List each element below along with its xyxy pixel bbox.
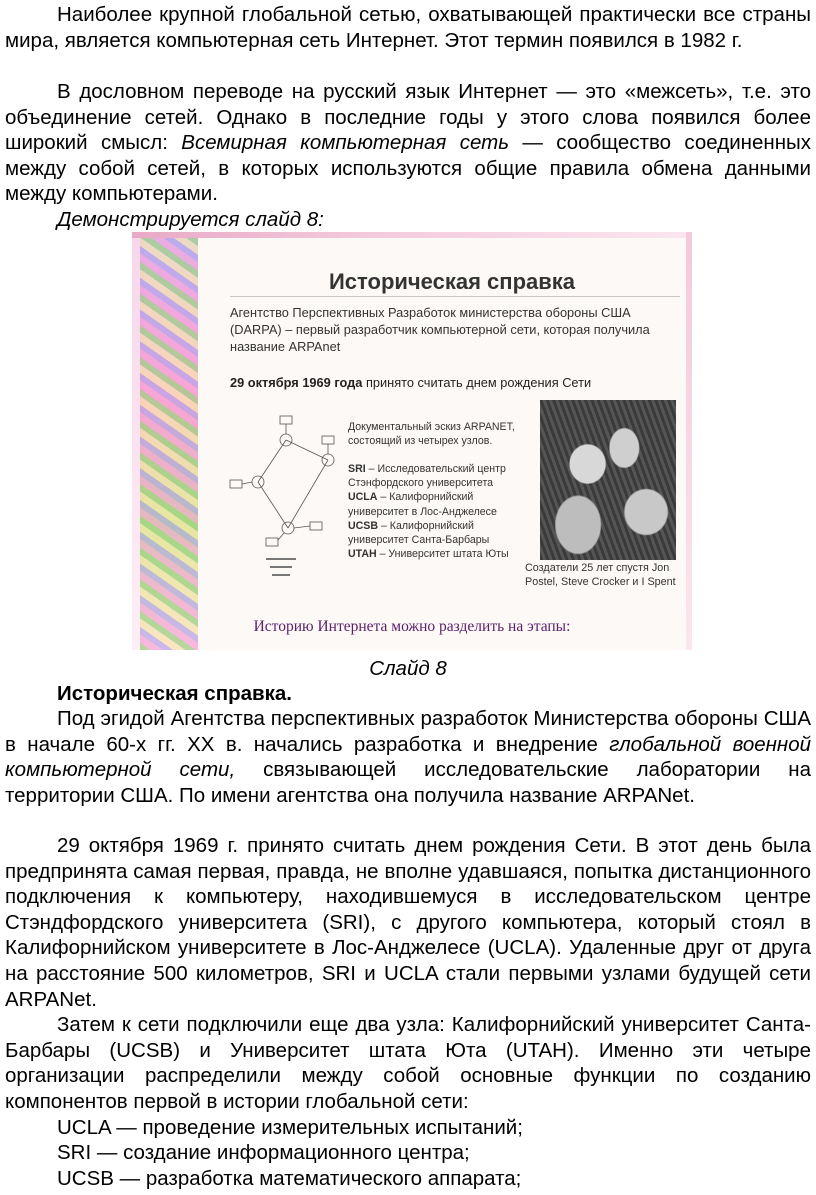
slide-title: Историческая справка <box>328 269 576 294</box>
translation-paragraph: В дословном переводе на русский язык Интернет — это «межсеть», т.е. это объединение сетей. Однако в последние годы у этого слова появился более широкий смысл: Всемирная компьютерная сеть — сообщество соединенных между собой сетей, в которых используются общие правила обмена данными между компьютерами. <box>5 80 811 206</box>
sketch-caption: Документальный эскиз ARPANET, состоящий из четырех узлов. <box>348 421 515 447</box>
intro-paragraph: Наиболее крупной глобальной сетью, охватывающей практически все страны мира, является компьютерная сеть Интернет. Этот термин появился в 1982 г. <box>5 3 811 52</box>
birth-paragraph: 29 октября 1969 г. принято считать днем рождения Сети. В этот день была предпринята самая первая, правда, не вполне удавшаяся, попытка дистанционного подключения к компьютеру, находившемуся в исследовательском центре Стэндфордского университета (SRI), с другого компьютера, который стоял в Калифорнийском университете в Лос-Анджелесе (UCLA). Удаленные друг от друга на расстояние 500 километров, SRI и UCLA стали первыми узлами будущей сети ARPANet. <box>5 834 811 1011</box>
node-item: UCSB – Калифорнийский университет Санта-Барбары <box>348 519 490 547</box>
slide-agency-text: Агентство Перспективных Разработок министерства обороны США (DARPA) – первый разработчик компьютерной сети, которая получила название ARPAnet <box>230 305 650 354</box>
list-item: SRI — создание информационного центра; <box>57 1141 470 1164</box>
node-item: SRI – Исследовательский центр Стэнфордского университета <box>348 463 506 490</box>
node-list <box>348 462 523 561</box>
slide-date-text: 29 октября 1969 года принято считать днем рождения Сети <box>230 375 592 390</box>
slide-bottom-text: Историю Интернета можно разделить на этапы: <box>253 618 571 635</box>
slide-caption: Слайд 8 <box>369 657 447 680</box>
nodes-paragraph: Затем к сети подключили еще два узла: Калифорнийский университет Санта-Барбары (UCSB) и Университет штата Юта (UTAH). Именно эти четыре организации распределили между собой основные функции по созданию компонентов первой в истории глобальной сети: <box>5 1013 811 1113</box>
node-item: UCLA – Калифорнийский университет в Лос-Анджелесе <box>348 491 497 518</box>
list-item: UCSB — разработка математического аппарата; <box>57 1167 522 1190</box>
founders-photo <box>540 400 676 560</box>
list-item: UCLA — проведение измерительных испытаний; <box>57 1116 523 1139</box>
arpanet-sketch-diagram <box>226 410 346 580</box>
demo-line: Демонстрируется слайд 8: <box>57 208 324 231</box>
slide-8-image <box>132 232 692 650</box>
history-paragraph: Под эгидой Агентства перспективных разработок Министерства обороны США в начале 60-х гг. XX в. начались разработка и внедрение глобальной военной компьютерной сети, связывающей исследовательские лаборатории на территории США. По имени агентства она получила название ARPANet. <box>5 707 811 807</box>
section-heading: Историческая справка. <box>57 682 292 705</box>
decorative-strip <box>140 232 198 650</box>
node-item: UTAH – Университет штата Юты <box>348 548 509 561</box>
photo-caption: Создатели 25 лет спустя Jon Postel, Steve Crocker и I Spent <box>525 562 676 588</box>
